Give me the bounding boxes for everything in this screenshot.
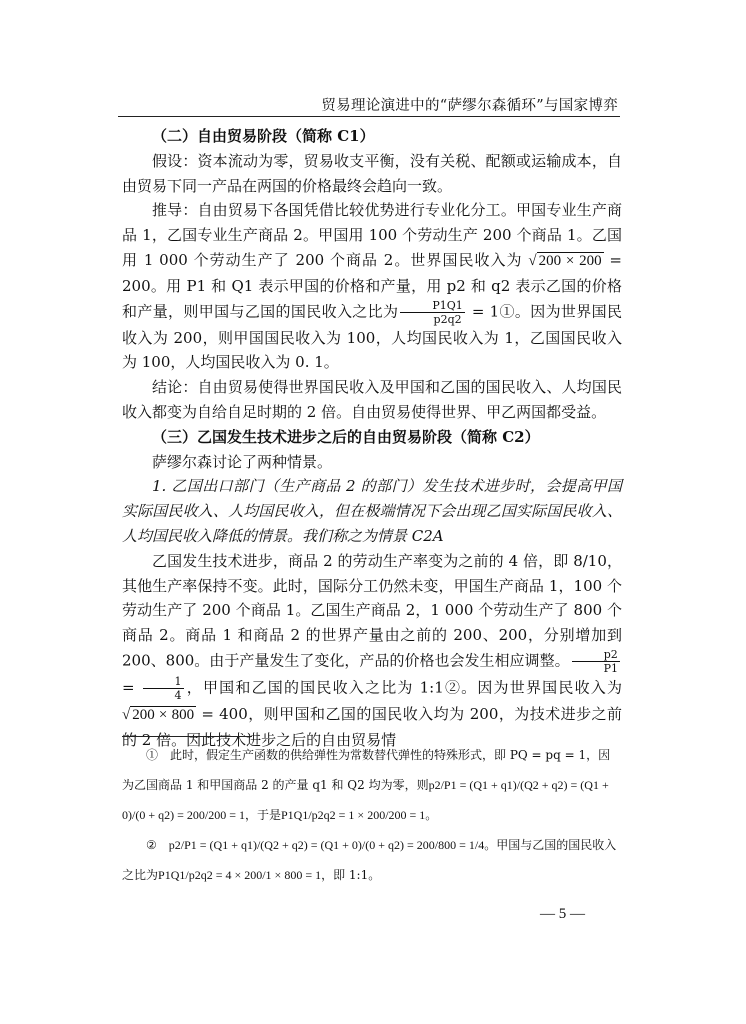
section2-assumption: 假设：资本流动为零，贸易收支平衡，没有关税、配额或运输成本，自由贸易下同一产品在两国的价格最终会趋向一致。 <box>122 151 622 195</box>
section3-heading: （三）乙国发生技术进步之后的自由贸易阶段（简称 C2） <box>152 427 540 446</box>
footnote-rule <box>122 736 252 737</box>
quarter-fraction: $\frac{1}{4}$ <box>143 675 184 702</box>
header-rule <box>118 116 620 117</box>
section3-analysis: 乙国发生技术进步，商品 2 的劳动生产率变为之前的 4 倍，即 8/10，其他生产率保持不变。此时，国际分工仍然未变，甲国生产商品 1，100 个劳动生产了 200 个商品 1。乙国生产商品 2，1 000 个劳动生产了 800 个商品 2。商品 1 和商品 2 的世界产量由之前的 200、200，分别增加到 200、800。由于产量发生了变化，产品的价格也会发生相应调整。 $\frac{p2}{P1}$ = $\frac{1}{4}$ ，甲国和乙国的国民收入之比为 1:1②。因为世界国民收入为 √ 200 × 800 = 400，则甲国和乙国的国民收入均为 200，为技术进步之前的 2 倍。因此技术进步之后的自由贸易情 <box>122 551 622 749</box>
running-header: 贸易理论演进中的“萨缪尔森循环”与国家博弈 <box>321 98 618 114</box>
price-ratio-fraction: $\frac{p2}{P1}$ <box>572 648 620 675</box>
scenario-c2a: 1. 乙国出口部门（生产商品 2 的部门）发生技术进步时，会提高甲国实际国民收入、人均国民收入，但在极端情况下会出现乙国实际国民收入、人均国民收入降低的情景。我们称之为情景 C2A <box>122 477 622 545</box>
section2-heading: （二）自由贸易阶段（简称 C1） <box>152 127 375 145</box>
section2-conclusion: 结论：自由贸易使得世界国民收入及甲国和乙国的国民收入、人均国民收入都变为自给自足时期的 2 倍。自由贸易使得世界、甲乙两国都受益。 <box>122 378 622 421</box>
section3-intro: 萨缪尔森讨论了两种情景。 <box>152 452 333 471</box>
main-content <box>122 124 622 753</box>
section2-derivation: 推导：自由贸易下各国凭借比较优势进行专业化分工。甲国专业生产商品 1，乙国专业生产商品 2。甲国用 100 个劳动生产 200 个商品 1。乙国用 1 000 个劳动生产了 200 个商品 2。世界国民收入为 √ 200 × 200 = 200。用 P1 和 Q1 表示甲国的价格和产量，用 p2 和 q2 表示乙国的价格和产量，则甲国与乙国的国民收入之比为 $\frac{P1Q1}{p2q2}$ = 1①。因为世界国民收入为 200，则甲国国民收入为 100，人均国民收入为 1，乙国国民收入为 100，人均国民收入为 0. 1。 <box>122 201 622 372</box>
footnote-1: ① 此时，假定生产函数的供给弹性为常数替代弹性的特殊形式，即 PQ = pq = 1，因为乙国商品 1 和甲国商品 2 的产量 q1 和 Q2 均为零，则p2/P1 = (Q1 + q1)/(Q2 + q2) = (Q1 + 0)/(0 + q2) = 200/200 = 1，于是P1Q1/p2q2 = 1 × 200/200 = 1。 <box>122 748 611 822</box>
sqrt-expression: 200 × 200 <box>538 252 602 269</box>
footnote-2: ② p2/P1 = (Q1 + q1)/(Q2 + q2) = (Q1 + 0)/(0 + q2) = 200/800 = 1/4。甲国与乙国的国民收入之比为P1Q1/p2q2 = 4 × 200/1 × 800 = 1，即 1:1。 <box>122 838 617 882</box>
footnotes <box>122 740 622 890</box>
income-ratio-fraction: $\frac{P1Q1}{p2q2}$ <box>400 299 464 326</box>
page-number: — 5 — <box>540 906 585 922</box>
sqrt-expression-2: 200 × 800 <box>132 706 195 723</box>
